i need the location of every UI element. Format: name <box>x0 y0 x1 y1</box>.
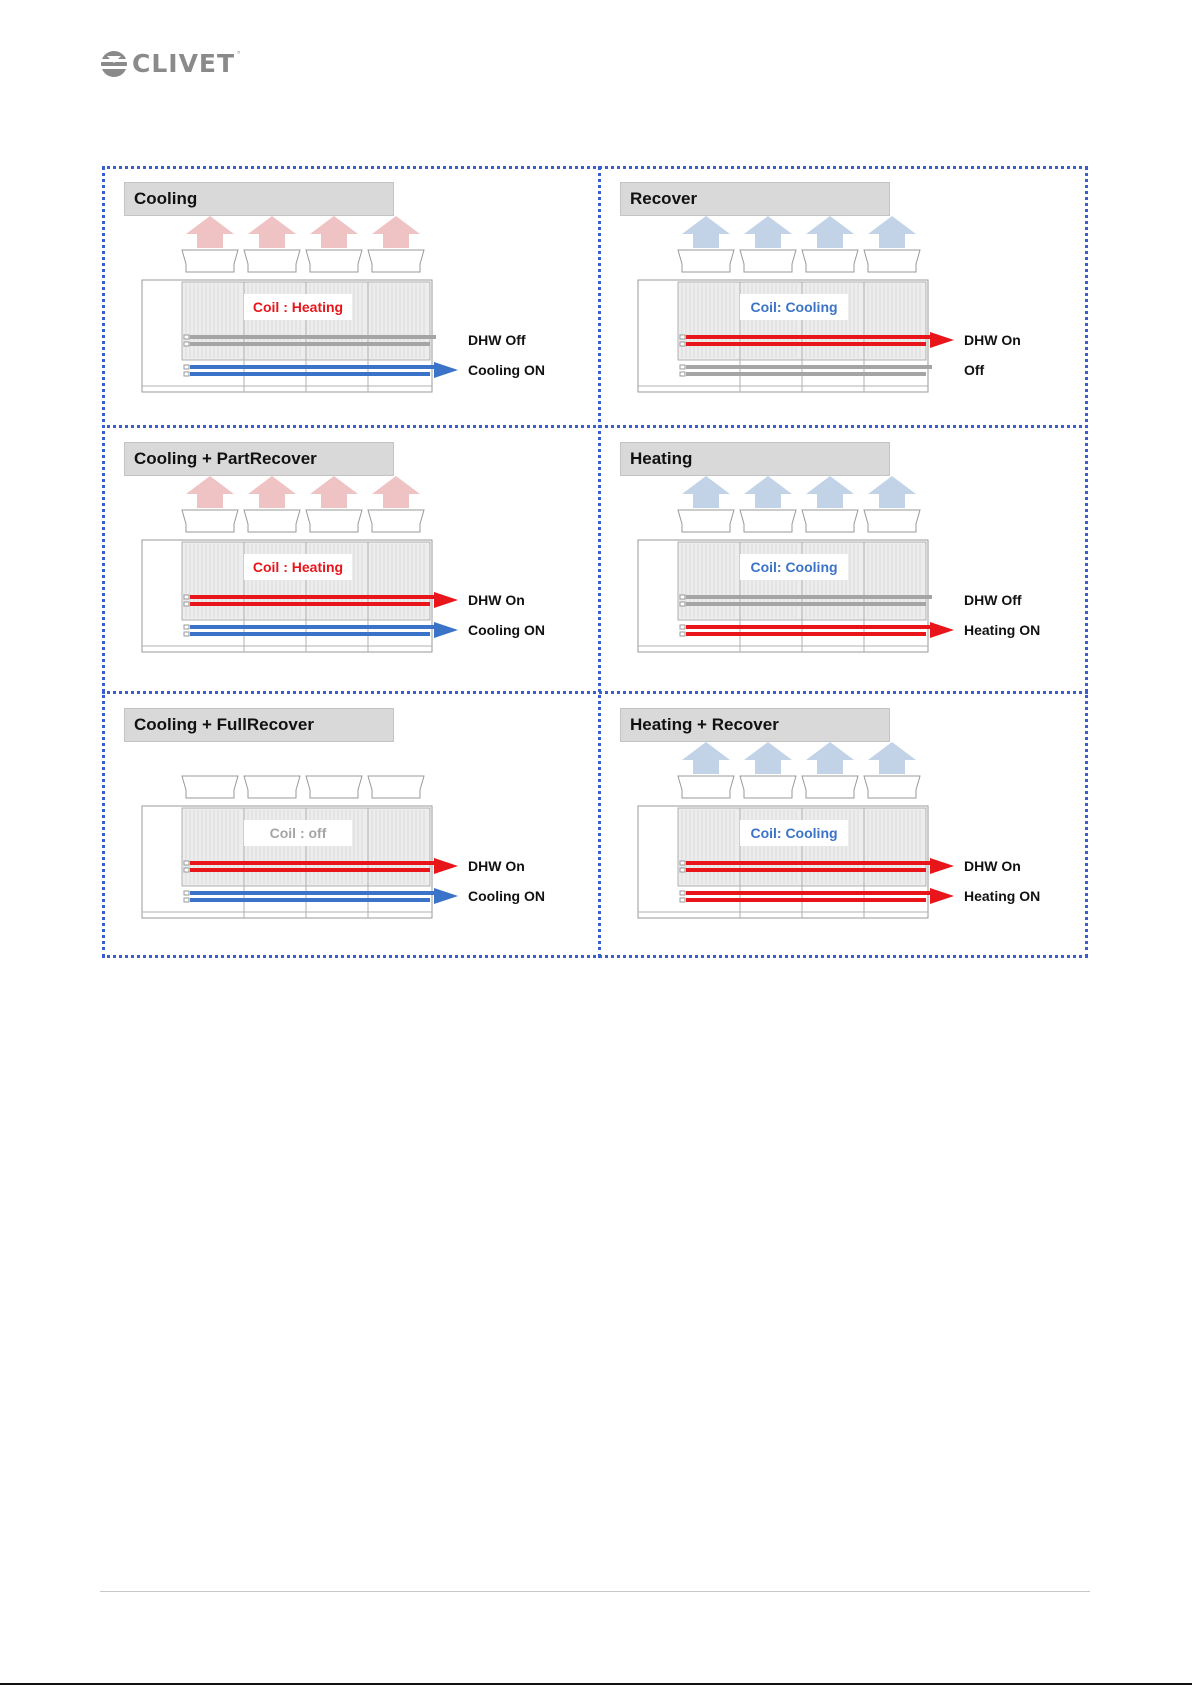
airflow-arrow-icon <box>372 216 420 248</box>
mode-panel <box>102 166 595 430</box>
pipe-connector <box>680 365 685 369</box>
airflow-arrow-icon <box>868 216 916 248</box>
mode-panel <box>598 426 1091 690</box>
fan-icon <box>182 776 238 798</box>
flow-arrow-icon <box>434 592 458 608</box>
unit-diagram <box>598 166 1091 430</box>
airflow-arrow-icon <box>806 476 854 508</box>
pipe-label: DHW Off <box>468 332 526 348</box>
airflow-arrow-icon <box>806 742 854 774</box>
pipe-connector <box>184 891 189 895</box>
fan-icon <box>182 250 238 272</box>
flow-arrow-icon <box>434 362 458 378</box>
flow-arrow-icon <box>930 622 954 638</box>
mode-panel <box>598 166 1091 430</box>
clivet-logo-icon <box>100 50 130 78</box>
clivet-logo <box>100 50 240 78</box>
airflow-arrow-icon <box>744 476 792 508</box>
mode-title: Recover <box>620 182 890 216</box>
footer-rule <box>100 1591 1090 1592</box>
coil-label: Coil : Heating <box>252 559 344 575</box>
pipe-label: Cooling ON <box>468 888 545 904</box>
pipe-connector <box>680 372 685 376</box>
pipe-label: Cooling ON <box>468 622 545 638</box>
fan-icon <box>306 510 362 532</box>
airflow-arrow-icon <box>682 476 730 508</box>
flow-arrow-icon <box>930 888 954 904</box>
pipe-connector <box>680 335 685 339</box>
fan-icon <box>244 510 300 532</box>
flow-arrow-icon <box>930 332 954 348</box>
flow-arrow-icon <box>930 858 954 874</box>
pipe-connector <box>184 602 189 606</box>
pipe-connector <box>184 632 189 636</box>
fan-icon <box>678 776 734 798</box>
mode-panel <box>102 692 595 956</box>
brand-trademark: ° <box>237 49 241 59</box>
mode-title: Cooling + FullRecover <box>124 708 394 742</box>
pipe-connector <box>184 868 189 872</box>
pipe-label: DHW Off <box>964 592 1022 608</box>
fan-icon <box>864 510 920 532</box>
brand-name: CLIVET <box>132 49 236 78</box>
pipe-connector <box>680 861 685 865</box>
pipe-connector <box>184 625 189 629</box>
airflow-arrow-icon <box>310 476 358 508</box>
fan-icon <box>864 250 920 272</box>
pipe-connector <box>680 632 685 636</box>
airflow-arrow-icon <box>682 216 730 248</box>
flow-arrow-icon <box>434 858 458 874</box>
pipe-connector <box>184 861 189 865</box>
fan-icon <box>740 510 796 532</box>
pipe-label: DHW On <box>964 332 1021 348</box>
airflow-arrow-icon <box>868 742 916 774</box>
pipe-connector <box>184 342 189 346</box>
fan-icon <box>368 510 424 532</box>
pipe-connector <box>184 595 189 599</box>
fan-icon <box>244 250 300 272</box>
pipe-connector <box>184 372 189 376</box>
pipe-label: Cooling ON <box>468 362 545 378</box>
pipe-label: Heating ON <box>964 888 1041 904</box>
unit-diagram <box>598 692 1091 956</box>
flow-arrow-icon <box>434 622 458 638</box>
fan-icon <box>306 776 362 798</box>
pipe-connector <box>680 625 685 629</box>
airflow-arrow-icon <box>186 476 234 508</box>
unit-diagram <box>102 692 595 956</box>
airflow-arrow-icon <box>372 476 420 508</box>
fan-icon <box>182 510 238 532</box>
mode-title: Cooling <box>124 182 394 216</box>
pipe-label: DHW On <box>468 592 525 608</box>
airflow-arrow-icon <box>682 742 730 774</box>
pipe-connector <box>680 595 685 599</box>
pipe-label: Heating ON <box>964 622 1041 638</box>
fan-icon <box>368 250 424 272</box>
pipe-label: Off <box>964 362 985 378</box>
fan-icon <box>740 250 796 272</box>
fan-icon <box>368 776 424 798</box>
fan-icon <box>306 250 362 272</box>
flow-arrow-icon <box>434 888 458 904</box>
unit-diagram <box>102 426 595 690</box>
unit-diagram <box>102 166 595 430</box>
mode-title: Heating + Recover <box>620 708 890 742</box>
pipe-connector <box>680 891 685 895</box>
airflow-arrow-icon <box>186 216 234 248</box>
airflow-arrow-icon <box>744 216 792 248</box>
airflow-arrow-icon <box>248 476 296 508</box>
pipe-connector <box>184 898 189 902</box>
pipe-connector <box>184 365 189 369</box>
coil-label: Coil : Heating <box>252 299 344 315</box>
coil-label: Coil: Cooling <box>750 299 838 315</box>
airflow-arrow-icon <box>248 216 296 248</box>
mode-title: Heating <box>620 442 890 476</box>
fan-icon <box>802 510 858 532</box>
coil-label: Coil: Cooling <box>750 825 838 841</box>
unit-diagram <box>598 426 1091 690</box>
fan-icon <box>740 776 796 798</box>
fan-icon <box>802 250 858 272</box>
mode-panel <box>598 692 1091 956</box>
fan-icon <box>678 510 734 532</box>
airflow-arrow-icon <box>868 476 916 508</box>
fan-icon <box>864 776 920 798</box>
coil-label: Coil : off <box>269 825 327 841</box>
pipe-label: DHW On <box>468 858 525 874</box>
fan-icon <box>802 776 858 798</box>
pipe-connector <box>680 602 685 606</box>
airflow-arrow-icon <box>806 216 854 248</box>
pipe-connector <box>680 898 685 902</box>
pipe-label: DHW On <box>964 858 1021 874</box>
coil-label: Coil: Cooling <box>750 559 838 575</box>
airflow-arrow-icon <box>310 216 358 248</box>
airflow-arrow-icon <box>744 742 792 774</box>
mode-panel <box>102 426 595 690</box>
mode-title: Cooling + PartRecover <box>124 442 394 476</box>
pipe-connector <box>680 342 685 346</box>
pipe-connector <box>680 868 685 872</box>
pipe-connector <box>184 335 189 339</box>
fan-icon <box>244 776 300 798</box>
fan-icon <box>678 250 734 272</box>
